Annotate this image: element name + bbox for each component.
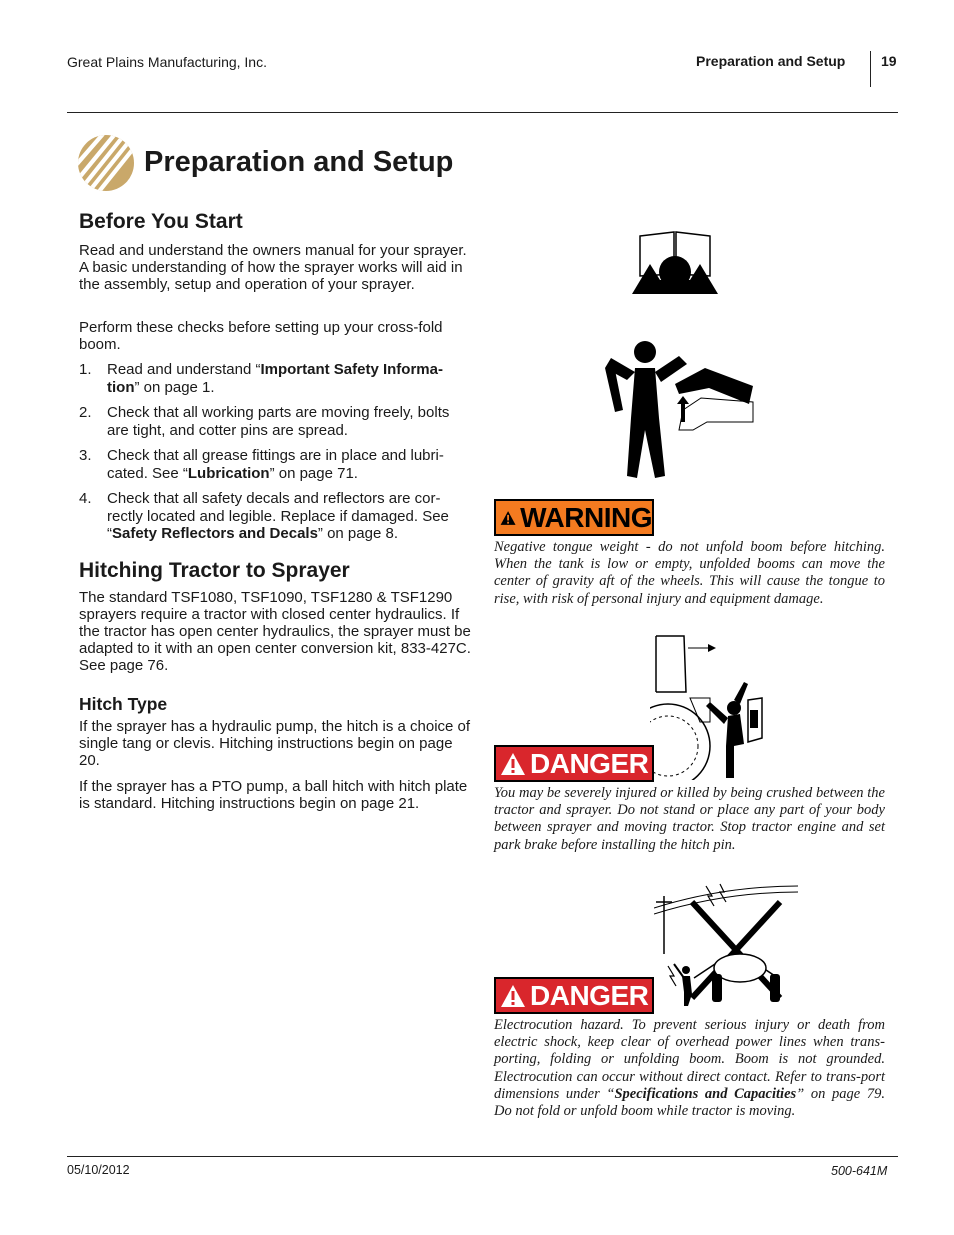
stay-clear-person-icon [597, 338, 757, 483]
hitch-type-para-1: If the sprayer has a hydraulic pump, the hitch is a choice of single tang or clevis. Hitching instructions begin on page 20. [79, 718, 471, 769]
read-manual-icon [630, 228, 720, 298]
footer-rule [67, 1156, 898, 1157]
electrocution-hazard-icon [654, 882, 800, 1010]
danger-label: DANGER [530, 979, 649, 1011]
warning-message: Negative tongue weight - do not unfold boom before hitching. When the tank is low or empty, unfolded booms can move the center of gravity aft of the wheels. This will cause the tongue to rise, with risk of personal injury and equipment damage. [494, 539, 885, 607]
header-section: Preparation and Setup [696, 53, 846, 69]
alert-triangle-icon [500, 506, 516, 530]
header-page-number: 19 [881, 53, 897, 69]
list-number: 4. [79, 490, 92, 507]
danger-signal-word-crush [494, 745, 654, 782]
danger-electrocution-text-end: ” on page 79. Do not fold or unfold boom while tractor is moving. [494, 1085, 886, 1120]
list-number: 1. [79, 361, 92, 378]
list-text: ” on page 71. [269, 464, 358, 482]
list-link-ref: Lubrication [187, 464, 270, 482]
heading-hitching: Hitching Tractor to Sprayer [79, 559, 350, 582]
specifications-ref: Specifications and Capacities [614, 1085, 797, 1102]
warning-signal-word [494, 499, 654, 536]
crush-hazard-icon [650, 632, 770, 780]
list-text: Check that all grease fittings are in place and lubri-cated. See “ [107, 447, 444, 482]
danger-electrocution-text: Electrocution hazard. To prevent serious injury or death from electric shock, keep clear of overhead power lines when trans-porting, folding or unfolding boom. Boom is not grounded. Electrocution can occur without direct contact. Refer to trans-port dimensions under “ [494, 1017, 885, 1102]
checklist [79, 361, 469, 551]
list-text: ” on page 1. [134, 378, 215, 396]
header-rule [67, 112, 898, 113]
list-item [79, 404, 469, 439]
list-item [79, 490, 469, 543]
list-text: Read and understand “ [107, 361, 261, 378]
alert-triangle-icon [500, 752, 526, 776]
list-link-ref: Safety Reflectors and Decals [112, 525, 318, 542]
danger-electrocution-message [494, 1017, 885, 1120]
footer-doc-number: 500-641M [831, 1164, 888, 1178]
before-para-2: Perform these checks before setting up your cross-fold boom. [79, 319, 443, 353]
list-text: Check that all safety decals and reflectors are cor-rectly located and legible. Replace if damaged. See “ [107, 490, 449, 542]
list-text: ” on page 8. [317, 525, 398, 542]
danger-label: DANGER [530, 747, 649, 779]
footer-date: 05/10/2012 [67, 1163, 130, 1177]
list-number: 3. [79, 447, 92, 464]
list-item [79, 447, 469, 482]
list-item [79, 361, 469, 396]
alert-triangle-icon [500, 984, 526, 1008]
great-plains-logo-icon [77, 134, 135, 192]
before-para-1: Read and understand the owners manual for your sprayer. A basic understanding of how the sprayer works will aid in the assembly, setup and operation of your sprayer. [79, 242, 467, 293]
warning-label: WARNING [520, 501, 652, 533]
header-company: Great Plains Manufacturing, Inc. [67, 54, 267, 70]
list-text: Check that all working parts are moving freely, bolts are tight, and cotter pins are spread. [107, 404, 450, 439]
hitch-type-para-2: If the sprayer has a PTO pump, a ball hitch with hitch plate is standard. Hitching instructions begin on page 21. [79, 778, 468, 812]
hitching-para: The standard TSF1080, TSF1090, TSF1280 & TSF1290 sprayers require a tractor with closed center hydraulics. If the tractor has open center hydraulics, the sprayer must be adapted to it with an open center conversion kit, 833-427C. See page 76. [79, 589, 471, 674]
heading-hitch-type: Hitch Type [79, 694, 168, 714]
heading-before-you-start: Before You Start [79, 210, 243, 233]
chapter-title: Preparation and Setup [144, 146, 454, 178]
list-link-ref: Important Safety Informa-tion [107, 361, 443, 396]
list-number: 2. [79, 404, 92, 421]
header-divider [870, 51, 871, 87]
danger-signal-word-electrocution [494, 977, 654, 1014]
danger-crush-message: You may be severely injured or killed by being crushed between the tractor and sprayer. Do not stand or place any part of your body between sprayer and moving tractor. Stop tractor engine and set park brake before installing the hitch pin. [494, 785, 885, 853]
